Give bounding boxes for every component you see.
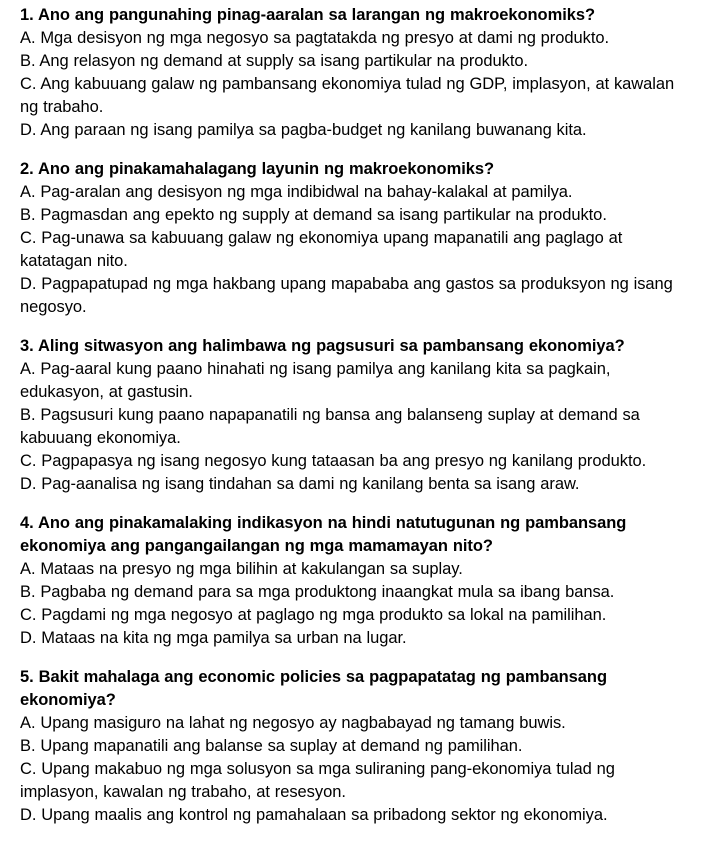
option-item[interactable]: D. Pag-aanalisa ng isang tindahan sa dami ng kanilang benta sa isang araw.	[20, 475, 580, 493]
option-item[interactable]: A. Pag-aralan ang desisyon ng mga indibidwal na bahay-kalakal at pamilya.	[20, 183, 573, 201]
option-list	[0, 181, 704, 319]
option-item[interactable]: A. Mataas na presyo ng mga bilihin at kakulangan sa suplay.	[20, 560, 463, 578]
option-item[interactable]: D. Upang maalis ang kontrol ng pamahalaan sa pribadong sektor ng ekonomiya.	[20, 806, 608, 824]
question-block	[0, 512, 704, 650]
question-stem: 3. Aling sitwasyon ang halimbawa ng pagsusuri sa pambansang ekonomiya?	[20, 337, 625, 355]
question-block	[0, 4, 704, 142]
option-item[interactable]: C. Pag-unawa sa kabuuang galaw ng ekonomiya upang mapanatili ang paglago at katatagan nito.	[20, 229, 623, 270]
question-stem: 1. Ano ang pangunahing pinag-aaralan sa larangan ng makroekonomiks?	[20, 6, 596, 24]
option-list	[0, 558, 704, 650]
option-item[interactable]: B. Upang mapanatili ang balanse sa suplay at demand ng pamilihan.	[20, 737, 523, 755]
option-item[interactable]: C. Ang kabuuang galaw ng pambansang ekonomiya tulad ng GDP, implasyon, at kawalan ng trabaho.	[20, 75, 675, 116]
option-item[interactable]: B. Pagmasdan ang epekto ng supply at demand sa isang partikular na produkto.	[20, 206, 607, 224]
question-stem: 4. Ano ang pinakamalaking indikasyon na hindi natutugunan ng pambansang ekonomiya ang pangangailangan ng mga mamamayan nito?	[20, 514, 627, 555]
option-item[interactable]: A. Pag-aaral kung paano hinahati ng isang pamilya ang kanilang kita sa pagkain, edukasyon, at gastusin.	[20, 360, 611, 401]
option-item[interactable]: A. Mga desisyon ng mga negosyo sa pagtatakda ng presyo at dami ng produkto.	[20, 29, 610, 47]
option-item[interactable]: B. Pagsusuri kung paano napapanatili ng bansa ang balanseng suplay at demand sa kabuuang ekonomiya.	[20, 406, 640, 447]
option-list	[0, 712, 704, 827]
option-item[interactable]: D. Mataas na kita ng mga pamilya sa urban na lugar.	[20, 629, 407, 647]
questions-container	[0, 4, 704, 827]
question-block	[0, 158, 704, 319]
option-item[interactable]: C. Pagdami ng mga negosyo at paglago ng mga produkto sa lokal na pamilihan.	[20, 606, 607, 624]
option-item[interactable]: C. Upang makabuo ng mga solusyon sa mga suliraning pang-ekonomiya tulad ng implasyon, kawalan ng trabaho, at resesyon.	[20, 760, 615, 801]
option-item[interactable]: A. Upang masiguro na lahat ng negosyo ay nagbabayad ng tamang buwis.	[20, 714, 566, 732]
question-stem: 5. Bakit mahalaga ang economic policies sa pagpapatatag ng pambansang ekonomiya?	[20, 668, 607, 709]
option-item[interactable]: B. Ang relasyon ng demand at supply sa isang partikular na produkto.	[20, 52, 529, 70]
question-stem: 2. Ano ang pinakamahalagang layunin ng makroekonomiks?	[20, 160, 495, 178]
option-item[interactable]: D. Pagpapatupad ng mga hakbang upang mapababa ang gastos sa produksyon ng isang negosyo.	[20, 275, 673, 316]
question-block	[0, 666, 704, 827]
option-item[interactable]: B. Pagbaba ng demand para sa mga produktong inaangkat mula sa ibang bansa.	[20, 583, 615, 601]
option-list	[0, 27, 704, 142]
option-item[interactable]: C. Pagpapasya ng isang negosyo kung tataasan ba ang presyo ng kanilang produkto.	[20, 452, 647, 470]
option-item[interactable]: D. Ang paraan ng isang pamilya sa pagba-budget ng kanilang buwanang kita.	[20, 121, 587, 139]
option-list	[0, 358, 704, 496]
question-block	[0, 335, 704, 496]
